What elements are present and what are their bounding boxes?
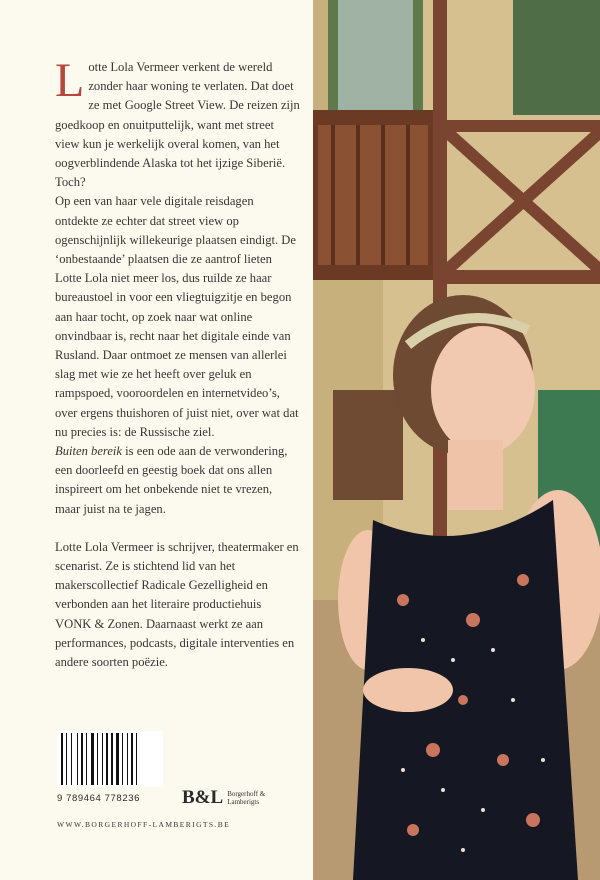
author-photo — [313, 0, 600, 880]
back-cover-blurb — [55, 54, 300, 672]
blurb-paragraph-2: Op een van haar vele digitale reisdagen ontdekte ze echter dat street view op ogenschijnlijk willekeurige plaatsen eindigt. De ‘onbestaande’ plaatsen die ze aantrof lieten Lotte Lola niet meer los, dus ruilde ze haar bureaustoel in voor een vliegtuigzitje en begon aan haar tocht, op zoek naar wat online onvindbaar is, recht naar het digitale einde van Rusland. Daar ontmoet ze mensen van allerlei slag met wie ze het heeft over geluk en rampspoed, vooroordelen en internetvideo’s, over ergens thuishoren of juist niet, over wat dat nu precies is: de Russische ziel. — [55, 194, 299, 439]
publisher-mark: B&L — [182, 787, 224, 808]
book-title-italic: Buiten bereik — [55, 444, 123, 459]
blurb-paragraph-1 — [55, 54, 300, 192]
author-photo-illustration — [313, 0, 600, 880]
author-bio: Lotte Lola Vermeer is schrijver, theatermaker en scenarist. Ze is stichtend lid van het makerscollectief Radicale Gezelligheid en verbonden aan het literaire productiehuis VONK & Zonen. Daarnaast werkt ze aan performances, podcasts, digitale interventies en andere soorten poëzie. — [55, 539, 299, 670]
publisher-name: Borgerhoff & Lamberigts — [227, 790, 266, 806]
blurb-paragraph-1-text: otte Lola Vermeer verkent de wereld zonder haar woning te verlaten. Dat doet ze met Google Street View. De reizen zijn goedkoop en onuitputtelijk, want met street view kun je werkelijk overal komen, van het oogverblindende Alaska tot het ijzige Siberië. Toch? — [55, 60, 300, 190]
dropcap-letter: L — [55, 54, 85, 107]
blurb-paragraph-3 — [55, 442, 300, 519]
blurb-paragraph-3-text: is een ode aan de verwondering, een doorleefd en geestig boek dat ons allen inspireert om het onbekende niet te vrezen, maar juist na te jagen. — [55, 444, 288, 516]
publisher-website: WWW.BORGERHOFF-LAMBERIGTS.BE — [57, 820, 231, 829]
publisher-logo — [182, 787, 273, 809]
isbn-digits: 9 789464 778236 — [57, 793, 140, 804]
barcode-icon — [57, 731, 163, 787]
